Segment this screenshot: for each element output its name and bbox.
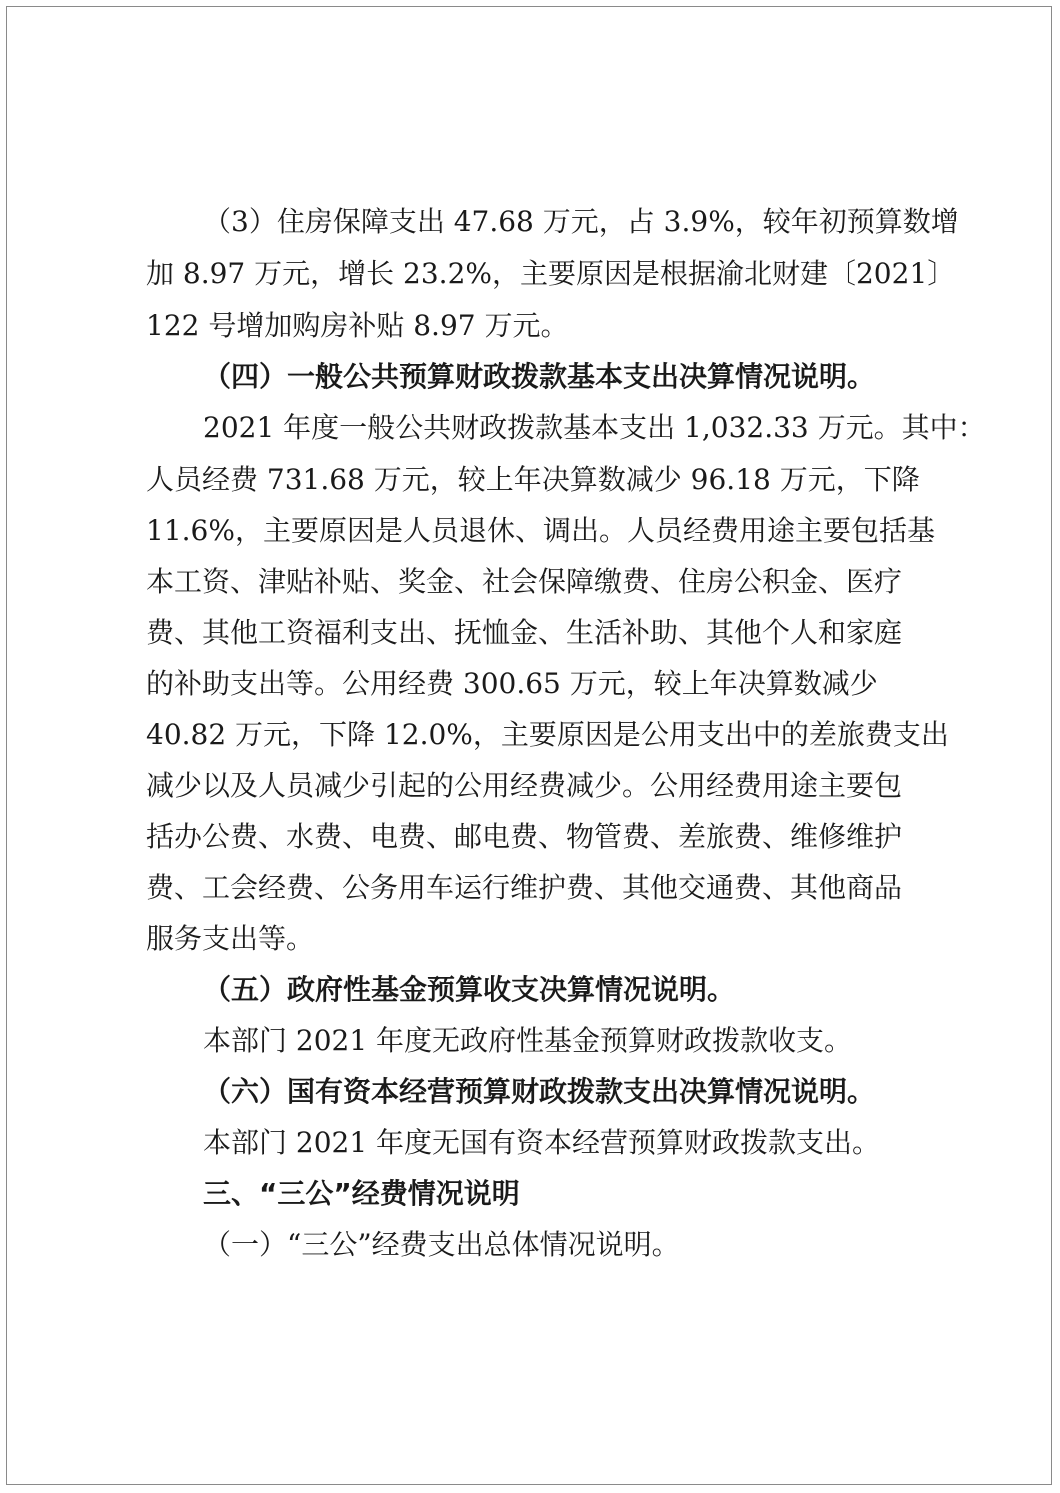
- body-line: （3）住房保障支出 47.68 万元，占 3.9%，较年初预算数增: [203, 205, 959, 238]
- body-line: 本部门 2021 年度无政府性基金预算财政拨款收支。: [203, 1024, 853, 1057]
- body-line: 费、其他工资福利支出、抚恤金、生活补助、其他个人和家庭: [146, 616, 903, 649]
- body-line: 减少以及人员减少引起的公用经费减少。公用经费用途主要包: [146, 769, 903, 802]
- body-line: 人员经费 731.68 万元，较上年决算数减少 96.18 万元，下降: [146, 463, 920, 496]
- body-line: 本部门 2021 年度无国有资本经营预算财政拨款支出。: [203, 1126, 881, 1159]
- body-line: 括办公费、水费、电费、邮电费、物管费、差旅费、维修维护: [146, 820, 903, 853]
- body-line: （一）“三公”经费支出总体情况说明。: [203, 1228, 680, 1261]
- body-line: 加 8.97 万元，增长 23.2%，主要原因是根据渝北财建〔2021〕: [146, 257, 956, 290]
- body-line: 服务支出等。: [146, 922, 315, 955]
- chapter-heading: 三、“三公”经费情况说明: [203, 1177, 520, 1210]
- body-line: 11.6%，主要原因是人员退休、调出。人员经费用途主要包括基: [146, 514, 935, 547]
- body-line: 本工资、津贴补贴、奖金、社会保障缴费、住房公积金、医疗: [146, 565, 903, 598]
- section-heading: （六）国有资本经营预算财政拨款支出决算情况说明。: [203, 1075, 876, 1108]
- body-line: 的补助支出等。公用经费 300.65 万元，较上年决算数减少: [146, 667, 878, 700]
- body-line: 122 号增加购房补贴 8.97 万元。: [146, 309, 569, 342]
- body-line: 费、工会经费、公务用车运行维护费、其他交通费、其他商品: [146, 871, 903, 904]
- section-heading: （五）政府性基金预算收支决算情况说明。: [203, 973, 736, 1006]
- body-line: 40.82 万元，下降 12.0%，主要原因是公用支出中的差旅费支出: [146, 718, 949, 751]
- document-page: [6, 6, 1052, 1485]
- body-line: 2021 年度一般公共财政拨款基本支出 1,032.33 万元。其中：: [203, 411, 986, 444]
- section-heading: （四）一般公共预算财政拨款基本支出决算情况说明。: [203, 360, 876, 393]
